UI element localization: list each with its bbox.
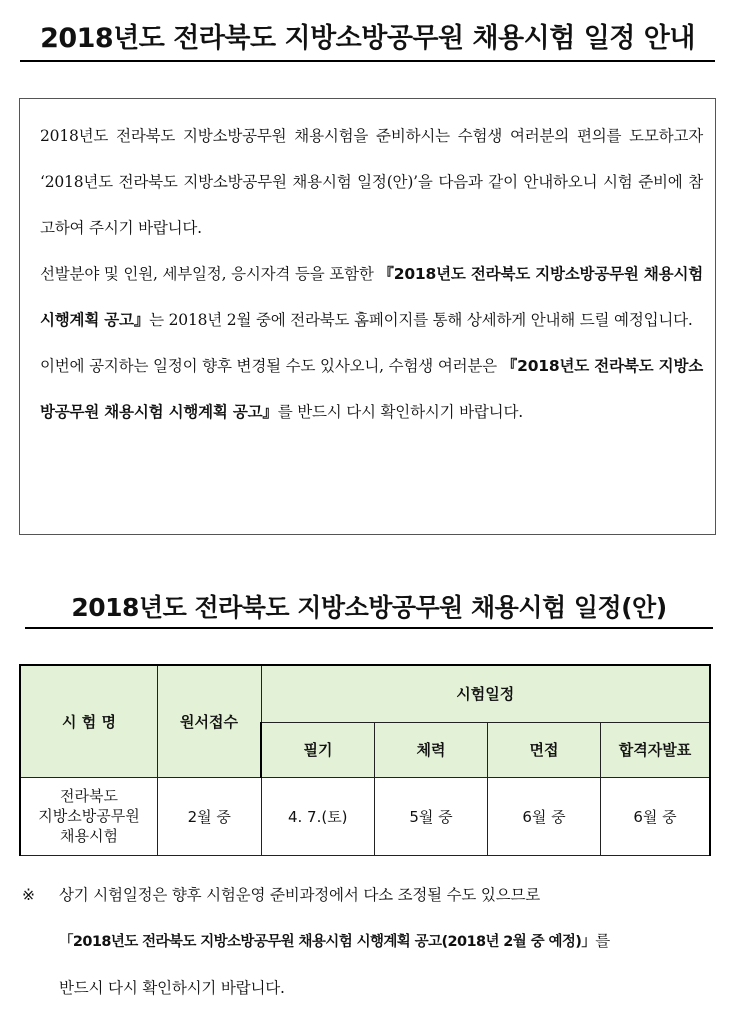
exam-name-line-3: 채용시험 (60, 827, 118, 845)
header-exam-name: 시 험 명 (20, 665, 158, 777)
announcement-title-ref: 『2018년도 전라북도 지방소방공무원 채용시험 시행계획 공고』 (40, 265, 703, 329)
schedule-title: 2018년도 전라북도 지방소방공무원 채용시험 일정(안) (25, 590, 713, 629)
cell-application: 2월 중 (158, 777, 262, 855)
footnote-text-2: 를 (595, 932, 611, 950)
notice-box (19, 98, 716, 535)
header-result: 합격자발표 (601, 722, 711, 777)
exam-name-line-2: 지방소방공무원 (38, 807, 140, 825)
footnote-announcement-ref: 「2018년도 전라북도 지방소방공무원 채용시험 시행계획 공고(2018년 2월 중 예정)」 (59, 934, 596, 950)
notice-paragraph-1 (30, 113, 703, 251)
page-title: 2018년도 전라북도 지방소방공무원 채용시험 일정 안내 (20, 20, 715, 62)
header-interview: 면접 (488, 722, 601, 777)
header-physical: 체력 (375, 722, 488, 777)
exam-name-line-1: 전라북도 (60, 787, 118, 805)
table-row (20, 777, 710, 855)
cell-written: 4. 7.(토) (261, 777, 375, 855)
footnote-line-1 (22, 872, 717, 918)
header-exam-schedule: 시험일정 (261, 665, 710, 722)
header-application: 원서접수 (158, 665, 262, 777)
cell-result: 6월 중 (601, 777, 711, 855)
notice-paragraph-3 (30, 343, 703, 435)
announcement-title-ref-2: 『2018년도 전라북도 지방소방공무원 채용시험 시행계획 공고』 (40, 357, 703, 421)
cell-interview: 6월 중 (488, 777, 601, 855)
notice-paragraph-3-post: 를 반드시 다시 확인하시기 바랍니다. (277, 403, 523, 421)
footnote-line-2 (22, 918, 717, 965)
notice-paragraph-1-text: 2018년도 전라북도 지방소방공무원 채용시험을 준비하시는 수험생 여러분의 편의를 도모하고자 ‘2018년도 전라북도 지방소방공무원 채용시험 일정(안)’을 다음과 같이 안내하오니 시험 준비에 참고하여 주시기 바랍니다. (40, 127, 703, 237)
header-written: 필기 (261, 722, 375, 777)
notice-paragraph-2 (30, 251, 703, 343)
footnote-line-3: 반드시 다시 확인하시기 바랍니다. (59, 979, 285, 997)
footnote-text-1: 상기 시험일정은 향후 시험운영 준비과정에서 다소 조정될 수도 있으므로 (59, 886, 541, 904)
reference-mark: ※ (22, 886, 35, 904)
cell-physical: 5월 중 (375, 777, 488, 855)
notice-paragraph-2-pre: 선발분야 및 인원, 세부일정, 응시자격 등을 포함한 (40, 265, 379, 283)
footnote (22, 872, 717, 1011)
schedule-table (19, 664, 711, 856)
notice-paragraph-3-pre: 이번에 공지하는 일정이 향후 변경될 수도 있사오니, 수험생 여러분은 (40, 357, 502, 375)
cell-exam-name (20, 777, 158, 855)
notice-paragraph-2-post: 는 2018년 2월 중에 전라북도 홈페이지를 통해 상세하게 안내해 드릴 예정입니다. (149, 311, 693, 329)
